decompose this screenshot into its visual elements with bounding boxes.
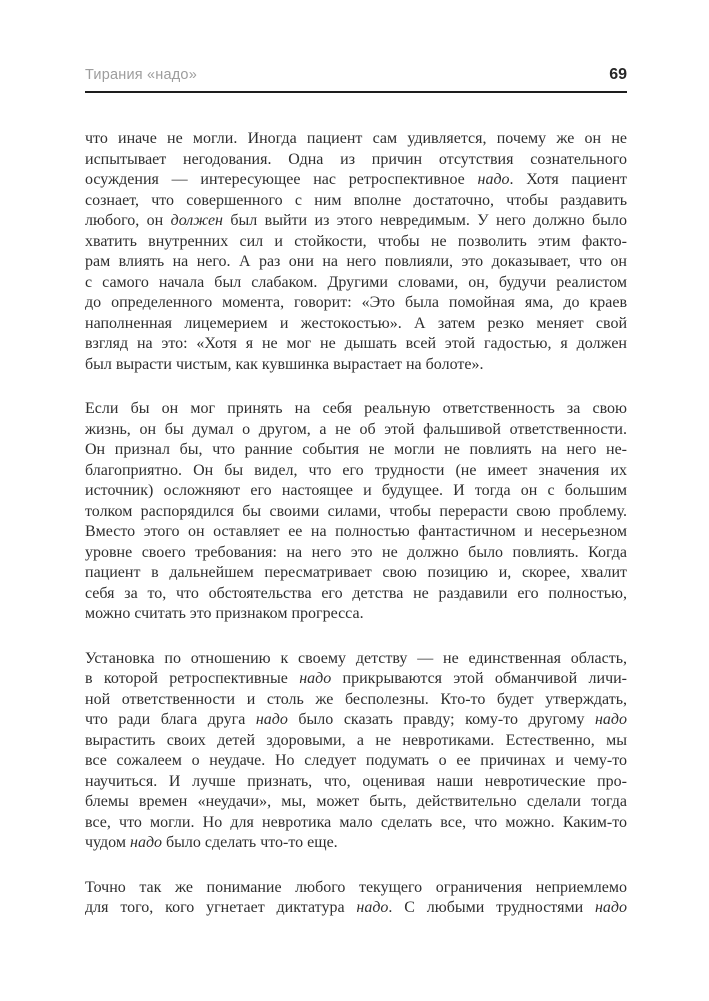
text-line bbox=[85, 522, 627, 543]
page-content bbox=[85, 66, 627, 919]
text-run: . Хотя пациент bbox=[509, 171, 627, 188]
text-line bbox=[85, 191, 627, 212]
text-line bbox=[85, 481, 627, 502]
text-line bbox=[85, 584, 627, 605]
text-line bbox=[85, 792, 627, 813]
text-line bbox=[85, 669, 627, 690]
paragraph bbox=[85, 649, 627, 854]
italic-run: надо bbox=[594, 899, 628, 916]
text-line bbox=[85, 878, 627, 899]
italic-run: надо bbox=[255, 711, 288, 728]
paragraph bbox=[85, 399, 627, 625]
text-run: жизнь, он бы думал о другом, а не об этой фальшивой ответственности. bbox=[85, 420, 627, 438]
text-run: был вырасти чистым, как кувшинка вырастает на болоте». bbox=[85, 355, 484, 373]
text-run: вырастить своих детей здоровыми, а не невротиками. Естественно, мы bbox=[85, 731, 627, 749]
text-line bbox=[85, 334, 627, 355]
text-line bbox=[85, 731, 627, 752]
text-run: Установка по отношению к своему детству — не единственная область, bbox=[85, 649, 627, 667]
text-run: все сожалеем о неудаче. Но следует подумать о ее причинах и чему-то bbox=[85, 752, 627, 769]
text-line bbox=[85, 751, 627, 772]
text-run: уровне своего требования: на него это не должно было повлиять. Когда bbox=[85, 543, 627, 561]
text-line bbox=[85, 772, 627, 793]
text-line bbox=[85, 211, 627, 232]
text-run: было сказать правду; кому-то другому bbox=[287, 711, 595, 728]
text-run: хватить внутренних сил и стойкости, чтобы не позволить этим факто- bbox=[85, 232, 627, 250]
text-run: для того, кого угнетает диктатура bbox=[85, 899, 357, 916]
text-run: испытывает негодования. Одна из причин отсутствия сознательного bbox=[85, 150, 627, 168]
text-line bbox=[85, 355, 627, 376]
text-line bbox=[85, 399, 627, 420]
text-run: до определенного момента, говорит: «Это была помойная яма, до краев bbox=[85, 294, 627, 311]
text-line bbox=[85, 898, 627, 919]
text-run: Вместо этого он оставляет ее на полностью фантастичном и несерьезном bbox=[85, 523, 627, 540]
text-line bbox=[85, 170, 627, 191]
text-run: толком распорядился бы своими силами, чтобы перерасти свою проблему. bbox=[85, 502, 627, 520]
text-run: осуждения — интересующее нас ретроспективное bbox=[85, 171, 478, 188]
text-line bbox=[85, 563, 627, 584]
page-header bbox=[85, 66, 627, 84]
text-run: сознает, что совершенного с ним вполне достаточно, чтобы раздавить bbox=[85, 191, 627, 209]
text-run: прикрываются этой обманчивой личи- bbox=[331, 670, 628, 687]
text-line bbox=[85, 502, 627, 523]
text-run: блемы времен «неудачи», мы, может быть, действительно сделали тогда bbox=[85, 793, 627, 810]
text-run: Точно так же понимание любого текущего ограничения неприемлемо bbox=[85, 878, 627, 896]
italic-run: надо bbox=[299, 670, 332, 687]
text-line bbox=[85, 252, 627, 273]
text-line bbox=[85, 129, 627, 150]
text-run: было сделать что-то еще. bbox=[162, 834, 338, 851]
text-run: . С любыми трудностями bbox=[388, 899, 595, 916]
text-run: с самого начала был слабаком. Другими словами, он, будучи реалистом bbox=[85, 273, 627, 291]
page-number: 69 bbox=[609, 66, 627, 83]
text-line bbox=[85, 273, 627, 294]
text-run: в которой ретроспективные bbox=[85, 670, 300, 687]
paragraph bbox=[85, 129, 627, 375]
italic-run: должен bbox=[170, 212, 223, 229]
text-line bbox=[85, 440, 627, 461]
text-line bbox=[85, 649, 627, 670]
text-run: чудом bbox=[85, 834, 130, 851]
running-head: Тирания «надо» bbox=[85, 67, 197, 83]
text-run: взгляд на это: «Хотя я не мог не дышать всей этой гадостью, я должен bbox=[85, 335, 627, 352]
text-run: наполненная лицемерием и жестокостью». А затем резко меняет свой bbox=[85, 314, 627, 332]
text-run: Он признал бы, что ранние события не могли не повлиять на него не- bbox=[85, 441, 627, 458]
text-run: себя за то, что обстоятельства его детства не раздавили его полностью, bbox=[85, 584, 627, 602]
italic-run: надо bbox=[477, 171, 510, 188]
text-run: что ради блага друга bbox=[85, 711, 256, 728]
body-text bbox=[85, 129, 627, 919]
text-run: научиться. И лучше признать, что, оценивая наши невротические про- bbox=[85, 772, 627, 790]
text-line bbox=[85, 710, 627, 731]
text-line bbox=[85, 543, 627, 564]
text-run: был выйти из этого невредимым. У него должно было bbox=[223, 212, 627, 229]
text-line bbox=[85, 314, 627, 335]
text-line bbox=[85, 813, 627, 834]
text-run: что иначе не могли. Иногда пациент сам удивляется, почему же он не bbox=[85, 130, 627, 147]
italic-run: надо bbox=[130, 834, 163, 851]
text-line bbox=[85, 461, 627, 482]
text-run: любого, он bbox=[85, 212, 171, 229]
text-line bbox=[85, 293, 627, 314]
header-rule bbox=[85, 91, 627, 93]
text-line bbox=[85, 604, 627, 625]
text-run: ной ответственности и столь же бесполезны. Кто-то будет утверждать, bbox=[85, 690, 627, 708]
text-run: все, что могли. Но для невротика мало сделать все, что можно. Каким-то bbox=[85, 813, 627, 831]
italic-run: надо bbox=[594, 711, 627, 728]
text-run: Если бы он мог принять на себя реальную ответственность за свою bbox=[85, 400, 627, 417]
text-line bbox=[85, 232, 627, 253]
text-run: пациент в дальнейшем пересматривает свою позицию и, скорее, хвалит bbox=[85, 564, 627, 581]
text-line bbox=[85, 420, 627, 441]
text-run: источник) осложняют его настоящее и будущее. И тогда он с большим bbox=[85, 482, 627, 499]
italic-run: надо bbox=[356, 899, 389, 916]
text-line bbox=[85, 150, 627, 171]
text-run: благоприятно. Он бы видел, что его трудности (не имеет значения их bbox=[85, 461, 627, 479]
text-run: можно считать это признаком прогресса. bbox=[85, 605, 364, 622]
paragraph bbox=[85, 878, 627, 919]
text-line bbox=[85, 833, 627, 854]
text-line bbox=[85, 690, 627, 711]
text-run: рам влиять на него. А раз они на него повлияли, это доказывает, что он bbox=[85, 253, 627, 270]
